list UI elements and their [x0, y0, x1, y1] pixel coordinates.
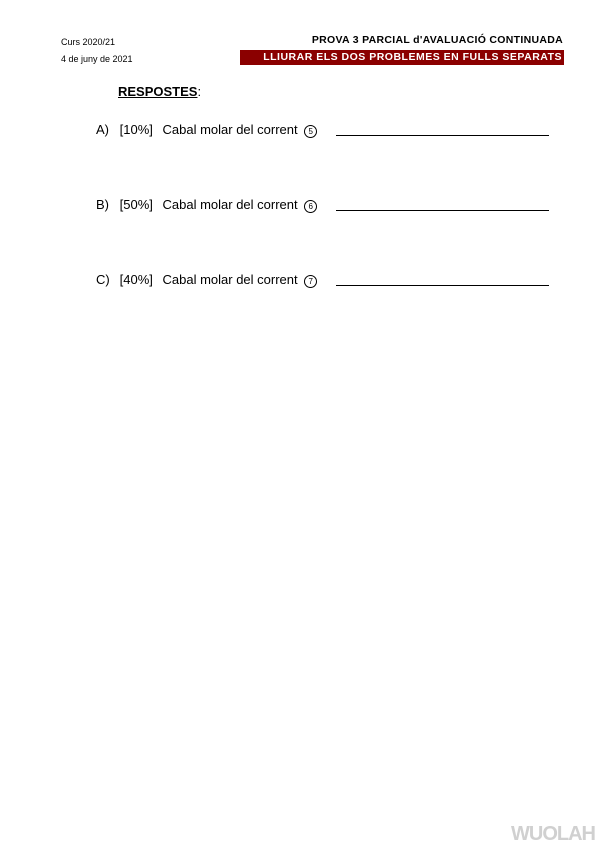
question-weight: [50%] [119, 197, 153, 212]
course-year: Curs 2020/21 [61, 37, 116, 47]
instruction-banner-text: LLIURAR ELS DOS PROBLEMES EN FULLS SEPARATS [263, 51, 562, 63]
question-c [96, 272, 317, 290]
answer-blank-line[interactable] [336, 285, 549, 286]
question-b [96, 197, 317, 215]
answer-blank-line[interactable] [336, 210, 549, 211]
answer-blank-line[interactable] [336, 135, 549, 136]
answers-heading-colon: : [197, 84, 202, 99]
question-text: Cabal molar del corrent [162, 122, 298, 137]
question-text: Cabal molar del corrent [162, 197, 298, 212]
question-weight: [40%] [119, 272, 153, 287]
stream-number-badge: 7 [304, 275, 317, 288]
answers-heading [118, 84, 201, 99]
watermark-logo: WUOLAH [511, 823, 595, 845]
question-a [96, 122, 317, 140]
exam-date: 4 de juny de 2021 [61, 54, 133, 64]
instruction-banner [240, 50, 564, 65]
question-letter: B) [96, 197, 109, 212]
question-letter: A) [96, 122, 109, 137]
question-letter: C) [96, 272, 110, 287]
exam-title: PROVA 3 PARCIAL d'AVALUACIÓ CONTINUADA [311, 34, 563, 46]
answers-heading-text: RESPOSTES [118, 84, 198, 99]
question-text: Cabal molar del corrent [162, 272, 298, 287]
question-weight: [10%] [119, 122, 153, 137]
stream-number-badge: 6 [304, 200, 317, 213]
stream-number-badge: 5 [304, 125, 317, 138]
